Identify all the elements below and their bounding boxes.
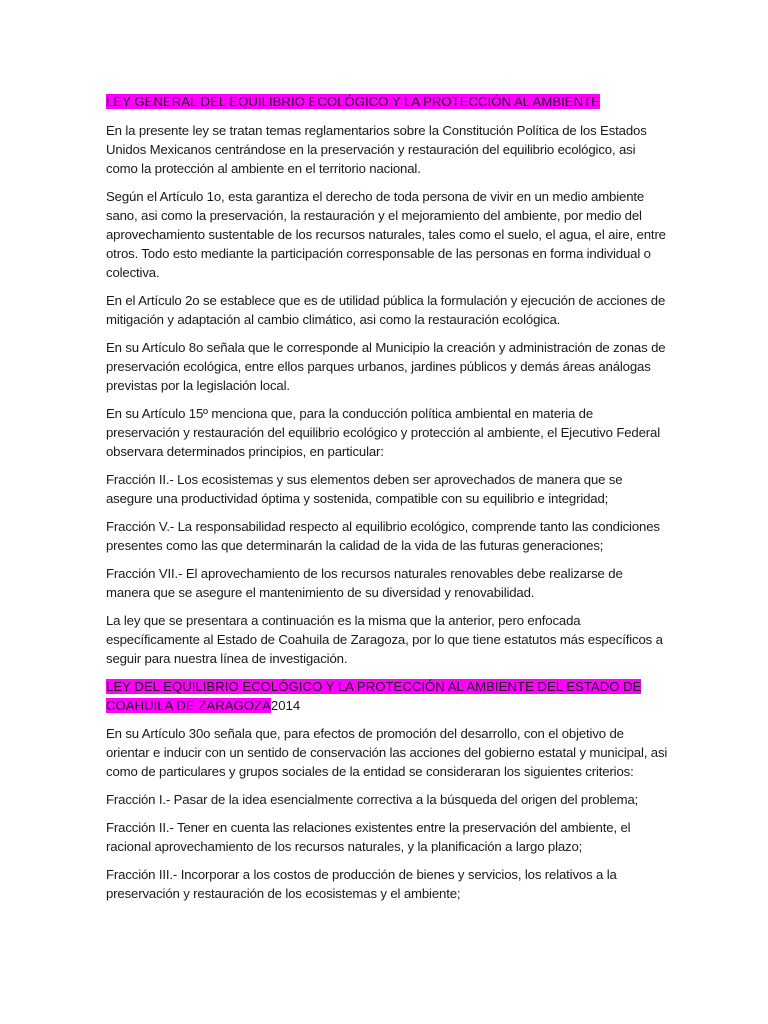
paragraph: En el Artículo 2o se establece que es de utilidad pública la formulación y ejecución de acciones de mitigación y adaptación al cambio climático, asi como la restauración ecológica. [106, 293, 666, 327]
paragraph: Fracción VII.- El aprovechamiento de los recursos naturales renovables debe realizarse de manera que se asegure el mantenimiento de su diversidad y renovabilidad. [106, 566, 623, 600]
highlighted-heading-text: LEY DEL EQUILIBRIO ECOLÓGICO Y LA PROTECCIÓN AL AMBIENTE DEL ESTADO DE COAHUILA DE ZARAGOZA [106, 679, 642, 713]
paragraph: En su Artículo 30o señala que, para efectos de promoción del desarrollo, con el objetivo de orientar e inducir con un sentido de conservación las acciones del gobierno estatal y municipal, asi como de particulares y grupos sociales de la entidad se consideraran los siguientes criterios: [106, 726, 668, 779]
paragraph: En la presente ley se tratan temas reglamentarios sobre la Constitución Política de los Estados Unidos Mexicanos centrándose en la preservación y restauración del equilibrio ecológico, asi como la protección al ambiente en el territorio nacional. [106, 123, 647, 176]
highlighted-heading-text: LEY GENERAL DEL EQUILIBRIO ECOLÓGICO Y LA PROTECCIÓN AL AMBIENTE [106, 94, 600, 109]
heading-year: 2014 [270, 698, 301, 713]
paragraph: Fracción I.- Pasar de la idea esencialmente correctiva a la búsqueda del origen del problema; [106, 792, 639, 807]
paragraph: Fracción II.- Los ecosistemas y sus elementos deben ser aprovechados de manera que se asegure una productividad óptima y sostenida, compatible con su equilibrio e integridad; [106, 472, 623, 506]
paragraph: Según el Artículo 1o, esta garantiza el derecho de toda persona de vivir en un medio ambiente sano, asi como la preservación, la restauración y el mejoramiento del ambiente, por medio del aprovechamiento sustentable de los recursos naturales, tales como el suelo, el agua, el aire, entre otros. Todo esto mediante la participación corresponsable de las personas en forma individual o colectiva. [106, 189, 666, 280]
paragraph: Fracción V.- La responsabilidad respecto al equilibrio ecológico, comprende tanto las condiciones presentes como las que determinarán la calidad de la vida de las futuras generaciones; [106, 519, 660, 553]
paragraph: La ley que se presentara a continuación es la misma que la anterior, pero enfocada específicamente al Estado de Coahuila de Zaragoza, por lo que tiene estatutos más específicos a seguir para nuestra línea de investigación. [106, 613, 663, 666]
paragraph: En su Artículo 8o señala que le corresponde al Municipio la creación y administración de zonas de preservación ecológica, entre ellos parques urbanos, jardines públicos y demás áreas análogas previstas por la legislación local. [106, 340, 666, 393]
paragraph: Fracción III.- Incorporar a los costos de producción de bienes y servicios, los relativos a la preservación y restauración de los ecosistemas y el ambiente; [106, 867, 617, 901]
law-heading-coahuila [106, 677, 668, 715]
law-heading-general [106, 92, 668, 111]
paragraph: En su Artículo 15º menciona que, para la conducción política ambiental en materia de preservación y restauración del equilibrio ecológico y protección al ambiente, el Ejecutivo Federal observara determinados principios, en particular: [106, 406, 660, 459]
paragraph: Fracción II.- Tener en cuenta las relaciones existentes entre la preservación del ambiente, el racional aprovechamiento de los recursos naturales, y la planificación a largo plazo; [106, 820, 631, 854]
